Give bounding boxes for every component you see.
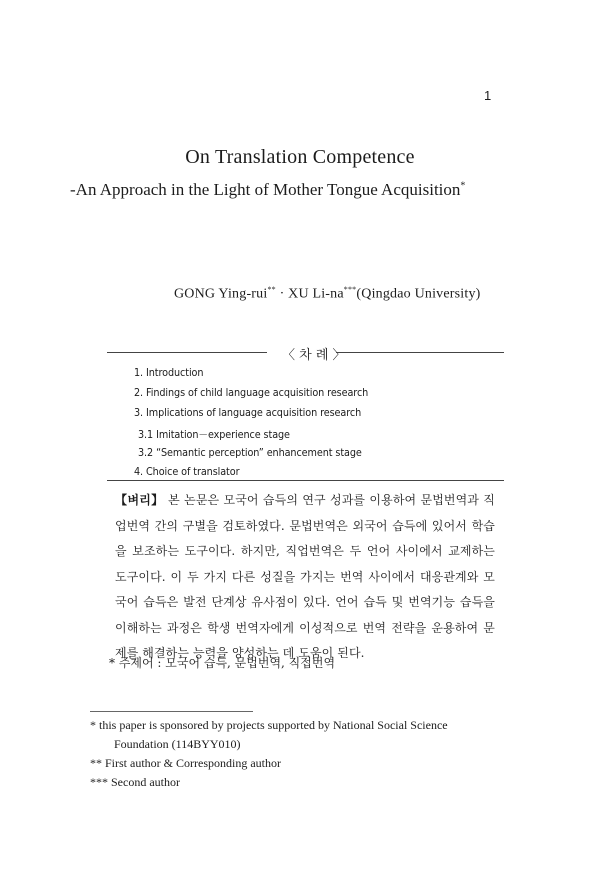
- toc-item-4: 4. Choice of translator: [134, 466, 240, 478]
- affiliation: (Qingdao University): [356, 286, 481, 302]
- toc-bottom-rule: [107, 480, 504, 481]
- footnote-1-line-2: Foundation (114BYY010): [114, 737, 241, 751]
- toc-item-3-2: 3.2 “Semantic perception” enhancement stage: [138, 447, 362, 459]
- toc-item-2: 2. Findings of child language acquisition research: [134, 387, 369, 399]
- author-2-mark: ***: [343, 285, 357, 294]
- toc-heading: 〈 차 례 〉: [282, 348, 346, 363]
- page-number: 1: [484, 88, 492, 103]
- author-2: XU Li-na: [288, 286, 344, 302]
- subtitle-text: -An Approach in the Light of Mother Tongue Acquisition: [70, 180, 461, 199]
- keywords: * 주제어 : 모국어 습득, 문법번역, 직접번역: [109, 656, 336, 670]
- footnote-rule: [90, 711, 253, 712]
- toc-item-1: 1. Introduction: [134, 367, 204, 379]
- footnote-1-line-1: * this paper is sponsored by projects supported by National Social Science: [90, 718, 448, 732]
- abstract-label: 【벼리】: [115, 493, 164, 507]
- paper-title: On Translation Competence: [185, 146, 415, 168]
- toc-item-3-1: 3.1 Imitation－experience stage: [138, 429, 290, 441]
- toc-rule-left: [107, 352, 267, 353]
- toc-item-3: 3. Implications of language acquisition research: [134, 407, 362, 419]
- paper-subtitle: [70, 180, 465, 200]
- abstract-text: 본 논문은 모국어 습득의 연구 성과를 이용하여 문법번역과 직업번역 간의 구별을 검토하였다. 문법번역은 외국어 습득에 있어서 학습을 보조하는 도구이다. 하지만, 직업번역은 두 언어 사이에서 교제하는 도구이다. 이 두 가지 다른 성질을 가지는 번역 사이에서 대응관계와 모국어 습득은 발전 단계상 유사점이 있다. 언어 습득 및 번역기능 습득을 이해하는 과정은 학생 번역자에게 이성적으로 번역 전략을 운용하여 문제를 해결하는 능력을 양성하는 데 도움이 된다.: [115, 493, 495, 660]
- author-1-mark: **: [267, 285, 276, 294]
- footnote-3: *** Second author: [90, 775, 180, 789]
- subtitle-footnote-mark: *: [460, 180, 466, 192]
- author-separator: ·: [275, 286, 289, 302]
- author-1: GONG Ying-rui: [174, 286, 268, 302]
- footnote-2: ** First author & Corresponding author: [90, 756, 281, 770]
- abstract: [115, 488, 495, 667]
- toc-rule-right: [336, 352, 504, 353]
- author-line: [174, 285, 481, 303]
